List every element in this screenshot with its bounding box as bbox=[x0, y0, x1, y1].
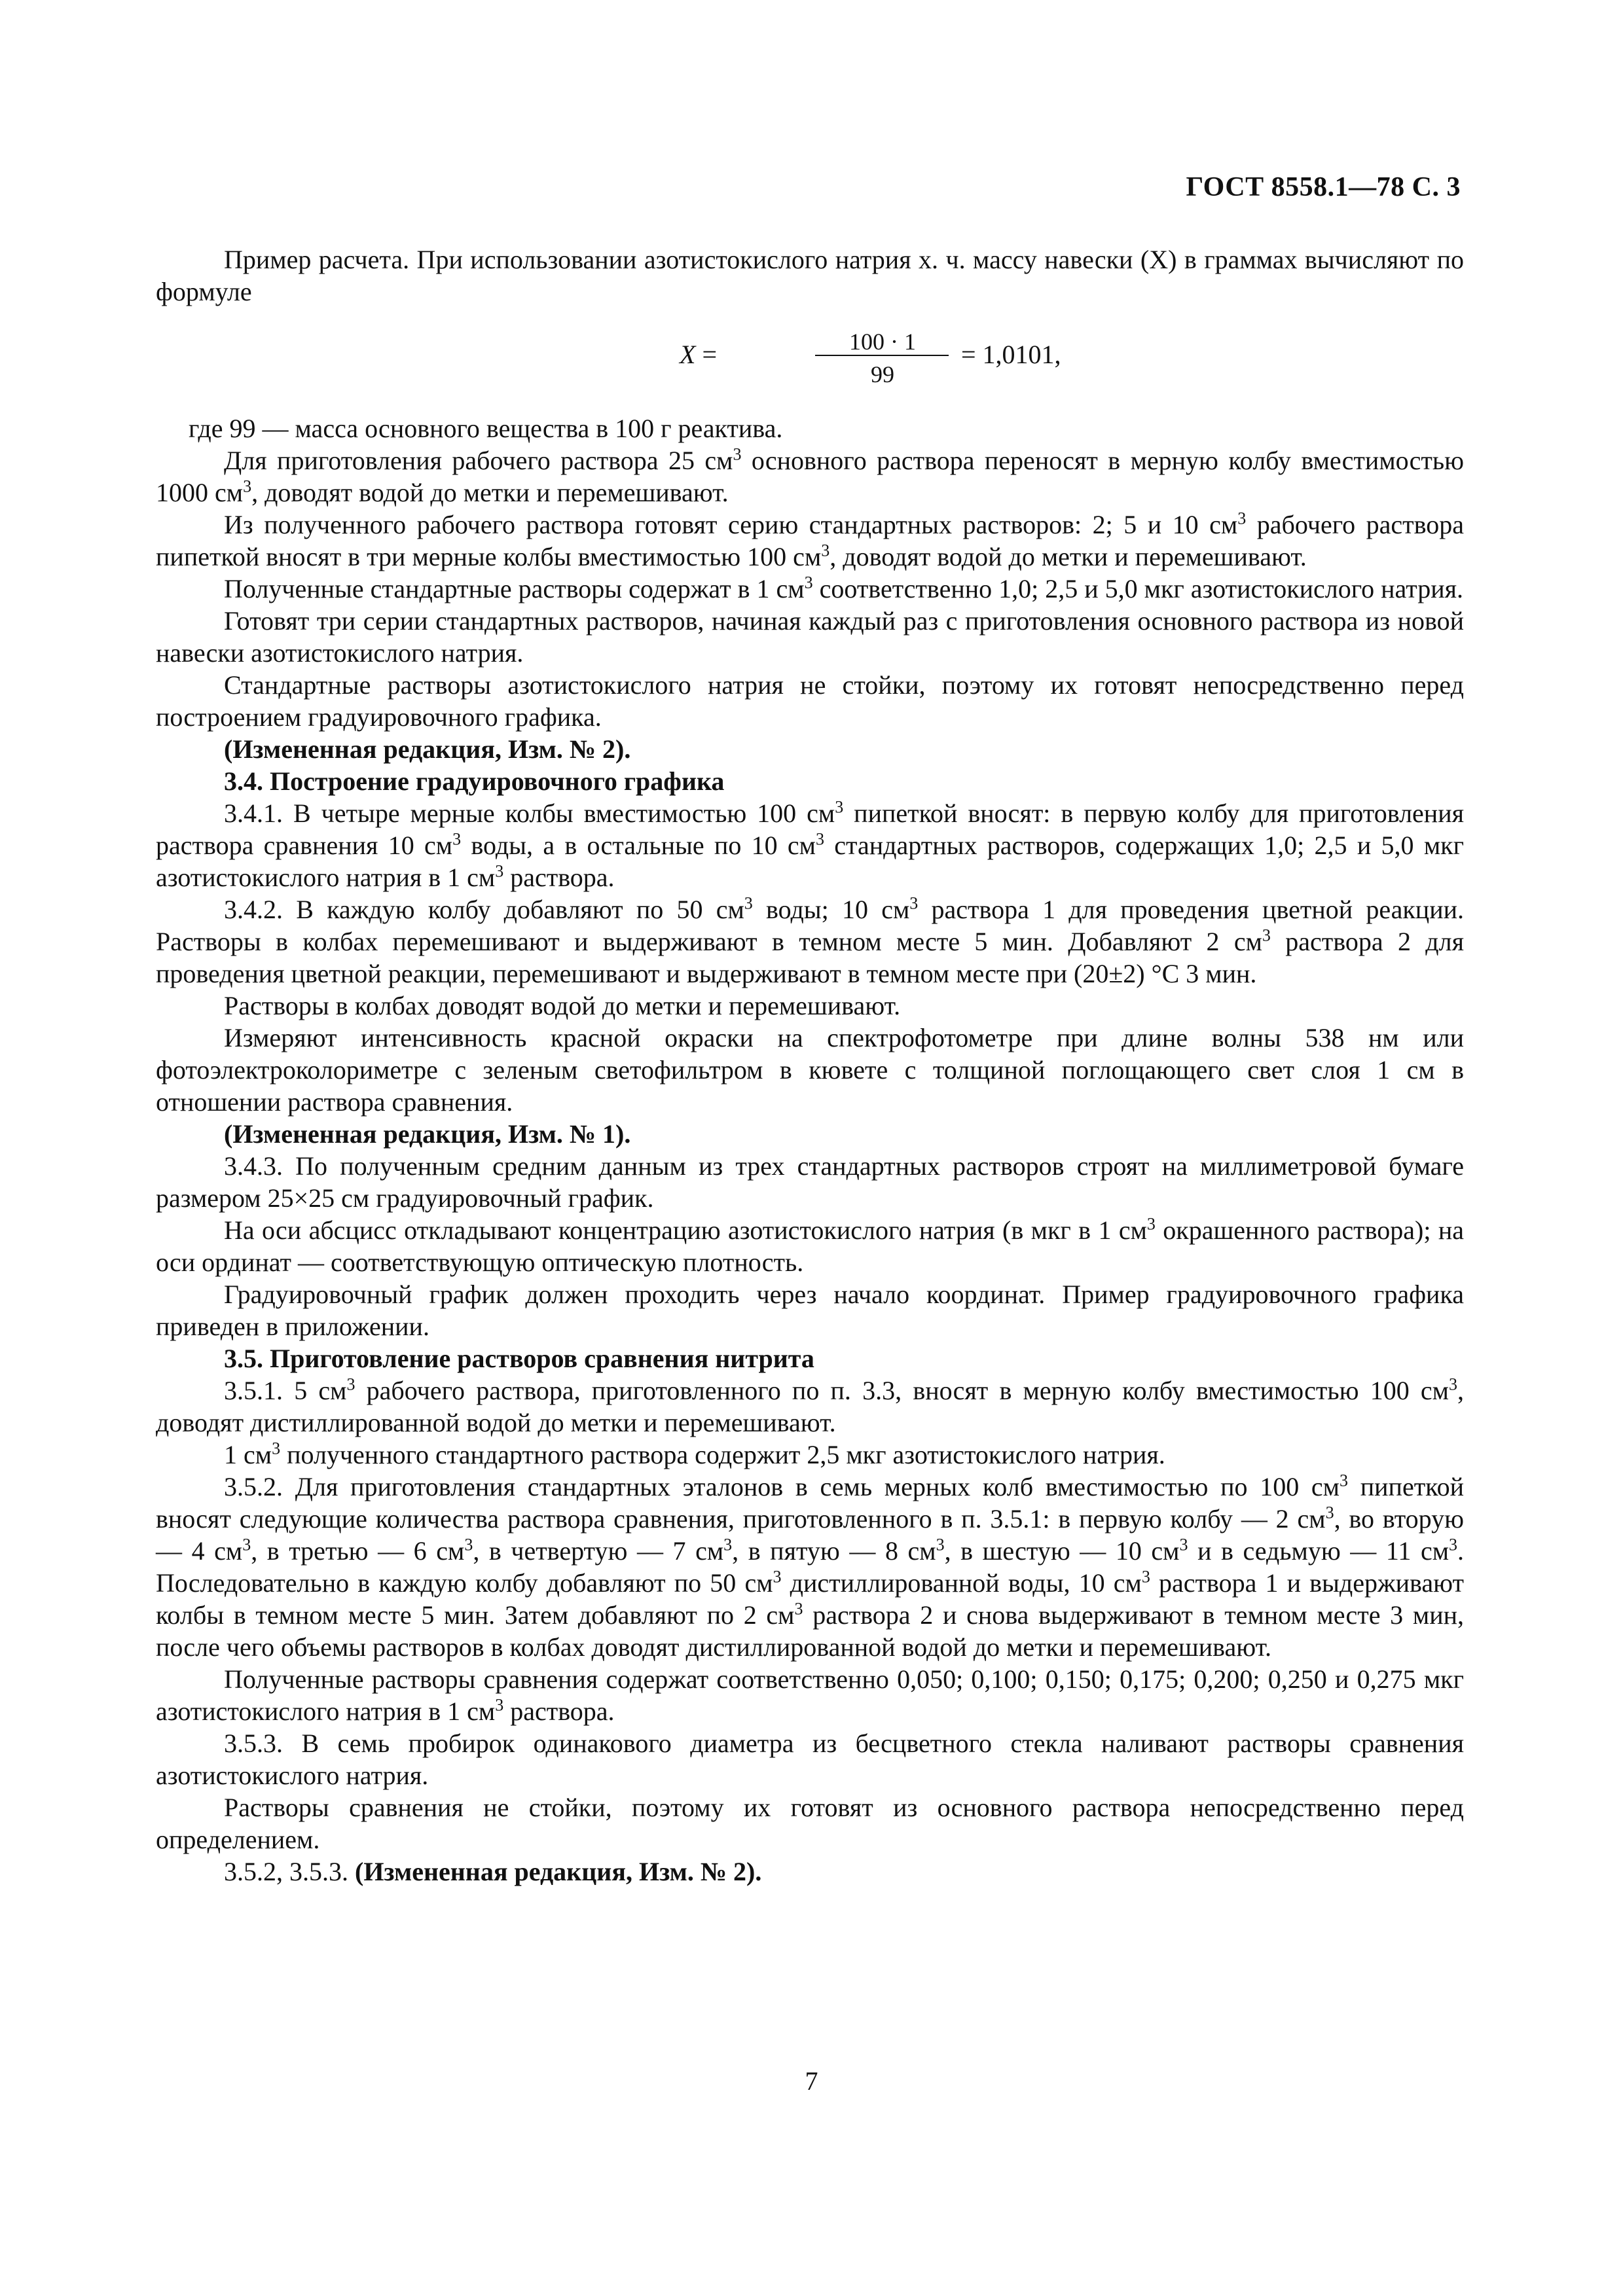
clause-3-5-2: 3.5.2. Для приготовления стандартных эталонов в семь мерных колб вместимостью по 100 $см^3$ пипеткой вносят следующие количества раствора сравнения, приготовленного в п. 3.5.1: в первую колбу — 2 $см^3$, во вторую — 4 $см^3$, в третью — 6 $см^3$, в четвертую — 7 $см^3$, в пятую — 8 $см^3$, в шестую — 10 $см^3$ и в седьмую — 11 $см^3$. Последовательно в каждую колбу добавляют по 50 $см^3$ дистиллированной воды, 10 $см^3$ раствора 1 и выдерживают колбы в темном месте 5 мин. Затем добавляют по 2 $см^3$ раствора 2 и снова выдерживают в темном месте 3 мин, после чего объемы растворов в колбах доводят дистиллированной водой до метки и перемешивают. bbox=[156, 1471, 1465, 1662]
clause-3-5-1: 3.5.1. 5 $см^3$ рабочего раствора, приготовленного по п. 3.3, вносят в мерную колбу вместимостью 100 $см^3$, доводят дистиллированной водой до метки и перемешивают. bbox=[156, 1374, 1464, 1437]
clause-3-4-3: 3.4.3. По полученным средним данным из трех стандартных растворов строят на миллиметровой бумаге размером 25×25 см градуировочный график. bbox=[156, 1151, 1464, 1213]
page-number: 7 bbox=[805, 2066, 818, 2096]
fraction-bar bbox=[815, 355, 949, 356]
document-header: ГОСТ 8558.1—78 С. 3 bbox=[1186, 172, 1461, 202]
paragraph: Стандартные растворы азотистокислого натрия не стойки, поэтому их готовят непосредственно перед построением градуировочного графика. bbox=[156, 670, 1464, 732]
section-heading-3-5: 3.5. Приготовление растворов сравнения нитрита bbox=[224, 1344, 814, 1373]
paragraph: Градуировочный график должен проходить через начало координат. Пример градуировочного графика приведен в приложении. bbox=[156, 1280, 1464, 1341]
paragraph: Полученные растворы сравнения содержат соответственно 0,050; 0,100; 0,150; 0,175; 0,200; 0,250 и 0,275 мкг азотистокислого натрия в 1 $см^3$ раствора. bbox=[156, 1664, 1464, 1726]
formula-denominator: 99 bbox=[871, 361, 894, 387]
formula bbox=[156, 308, 1464, 412]
document-body bbox=[156, 243, 1464, 1888]
amendment-note: 3.5.2, 3.5.3. (Измененная редакция, Изм. № 2). bbox=[224, 1857, 762, 1886]
paragraph: Растворы в колбах доводят водой до метки и перемешивают. bbox=[224, 991, 901, 1020]
formula-numerator: 100 · 1 bbox=[849, 329, 916, 355]
paragraph: Для приготовления рабочего раствора 25 $см^3$ основного раствора переносят в мерную колбу вместимостью 1000 $см^3$, доводят водой до метки и перемешивают. bbox=[156, 444, 1464, 507]
paragraph: 1 $см^3$ полученного стандартного раствора содержит 2,5 мкг азотистокислого натрия. bbox=[224, 1439, 1165, 1469]
paragraph: Готовят три серии стандартных растворов, начиная каждый раз с приготовления основного раствора из новой навески азотистокислого натрия. bbox=[156, 606, 1464, 668]
paragraph: Измеряют интенсивность красной окраски на спектрофотометре при длине волны 538 нм или фотоэлектроколориметре с зеленым светофильтром в кювете с толщиной поглощающего свет слоя 1 см в отношении раствора сравнения. bbox=[156, 1023, 1464, 1117]
paragraph-where: где 99 — масса основного вещества в 100 г реактива. bbox=[189, 414, 783, 443]
paragraph: На оси абсцисс откладывают концентрацию азотистокислого натрия (в мкг в 1 $см^3$ окрашенного раствора); на оси ординат — соответствующую оптическую плотность. bbox=[156, 1214, 1464, 1277]
paragraph: Из полученного рабочего раствора готовят серию стандартных растворов: 2; 5 и 10 $см^3$ рабочего раствора пипеткой вносят в три мерные колбы вместимостью 100 $см^3$, доводят водой до метки и перемешивают. bbox=[156, 509, 1464, 571]
amendment-note: (Измененная редакция, Изм. № 2). bbox=[224, 734, 631, 764]
paragraph: Полученные стандартные растворы содержат в 1 $см^3$ соответственно 1,0; 2,5 и 5,0 мкг азотистокислого натрия. bbox=[224, 573, 1464, 603]
paragraph: Растворы сравнения не стойки, поэтому их готовят из основного раствора непосредственно перед определением. bbox=[156, 1793, 1464, 1854]
clause-3-4-2: 3.4.2. В каждую колбу добавляют по 50 $см^3$ воды; 10 $см^3$ раствора 1 для проведения цветной реакции. Растворы в колбах перемешивают и выдерживают в темном месте 5 мин. Добавляют 2 $см^3$ раствора 2 для проведения цветной реакции, перемешивают и выдерживают в темном месте при (20±2) °С 3 мин. bbox=[156, 893, 1465, 988]
formula-lhs: X = bbox=[680, 340, 717, 369]
clause-3-5-3: 3.5.3. В семь пробирок одинакового диаметра из бесцветного стекла наливают растворы сравнения азотистокислого натрия. bbox=[156, 1729, 1464, 1790]
text: Пример расчета. При использовании азотистокислого натрия х. ч. массу навески (X) в граммах вычисляют по формуле bbox=[156, 245, 1464, 306]
section-heading-3-4: 3.4. Построение градуировочного графика bbox=[224, 766, 725, 796]
amendment-note: (Измененная редакция, Изм. № 1). bbox=[224, 1119, 631, 1149]
clause-3-4-1: 3.4.1. В четыре мерные колбы вместимостью 100 $см^3$ пипеткой вносят: в первую колбу для приготовления раствора сравнения 10 $см^3$ воды, а в остальные по 10 $см^3$ стандартных растворов, содержащих 1,0; 2,5 и 5,0 мкг азотистокислого натрия в 1 $см^3$ раствора. bbox=[156, 797, 1464, 892]
paragraph-example bbox=[156, 243, 1464, 308]
formula-result: = 1,0101, bbox=[961, 340, 1061, 369]
